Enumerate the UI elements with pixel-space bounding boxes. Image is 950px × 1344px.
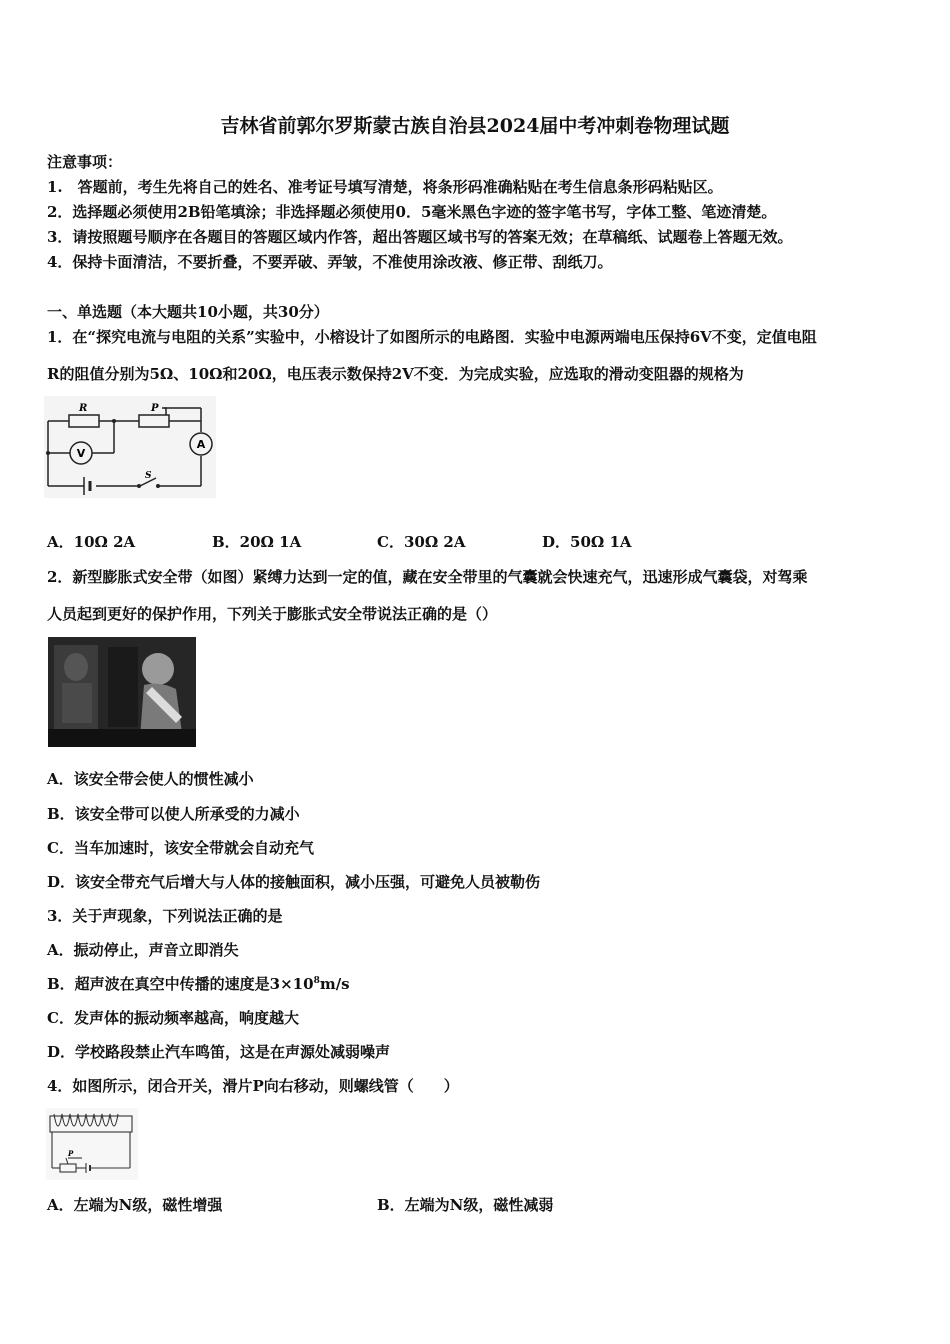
q4-stem: 4．如图所示，闭合开关，滑片P向右移动，则螺线管（ ） (47, 1077, 459, 1095)
q4-solenoid-diagram (46, 1108, 138, 1180)
q1-option-a: A．10Ω 2A (47, 533, 136, 551)
q3-option-b-exponent: 8 (313, 976, 320, 986)
q2-option-b: B．该安全带可以使人所承受的力减小 (47, 805, 300, 823)
q3-option-b-text: B．超声波在真空中传播的速度是3×10 (47, 975, 314, 993)
q1-stem-line1: 1．在“探究电流与电阻的关系”实验中，小榕设计了如图所示的电路图．实验中电源两端电压保持6V不变，定值电阻 (47, 328, 817, 346)
q2-option-c: C．当车加速时，该安全带就会自动充气 (47, 839, 314, 857)
q3-option-b (47, 975, 350, 993)
q2-stem-line2: 人员起到更好的保护作用，下列关于膨胀式安全带说法正确的是（） (47, 605, 498, 623)
q3-option-c: C．发声体的振动频率越高，响度越大 (47, 1009, 299, 1027)
q2-option-d: D．该安全带充气后增大与人体的接触面积，减小压强，可避免人员被勒伤 (47, 873, 541, 891)
page-title: 吉林省前郭尔罗斯蒙古族自治县2024届中考冲刺卷物理试题 (220, 115, 730, 137)
q2-stem-line1: 2．新型膨胀式安全带（如图）紧缚力达到一定的值，藏在安全带里的气囊就会快速充气，迅速形成气囊袋，对驾乘 (47, 568, 808, 586)
label-s: S (145, 471, 152, 481)
q1-option-c: C．30Ω 2A (377, 533, 466, 551)
q1-stem-line2: R的阻值分别为5Ω、10Ω和20Ω，电压表示数保持2V不变．为完成实验，应选取的滑动变阻器的规格为 (47, 365, 744, 383)
q3-option-b-unit: m/s (319, 975, 350, 993)
q3-option-d: D．学校路段禁止汽车鸣笛，这是在声源处减弱噪声 (47, 1043, 391, 1061)
label-r: R (79, 403, 88, 414)
q2-option-a: A．该安全带会使人的惯性减小 (47, 770, 254, 788)
notice-item: 4．保持卡面清洁，不要折叠，不要弄破、弄皱，不准使用涂改液、修正带、刮纸刀。 (47, 253, 613, 271)
q3-option-a: A．振动停止，声音立即消失 (47, 941, 239, 959)
section-heading: 一、单选题（本大题共10小题，共30分） (47, 303, 329, 321)
ammeter-label: A (196, 438, 206, 451)
voltmeter-label: V (76, 447, 86, 460)
q1-circuit-diagram (44, 396, 216, 498)
q1-option-b: B．20Ω 1A (212, 533, 302, 551)
notice-item: 3．请按照题号顺序在各题目的答题区域内作答，超出答题区域书写的答案无效；在草稿纸、试题卷上答题无效。 (47, 228, 793, 246)
label-p: P (68, 1149, 74, 1158)
q1-option-d: D．50Ω 1A (542, 533, 632, 551)
label-p: P (151, 403, 159, 414)
notice-item: 2．选择题必须使用2B铅笔填涂；非选择题必须使用0．5毫米黑色字迹的签字笔书写，字体工整、笔迹清楚。 (47, 203, 777, 221)
notice-heading: 注意事项： (47, 153, 123, 171)
q3-stem: 3．关于声现象，下列说法正确的是 (47, 907, 283, 925)
q4-option-b: B．左端为N级，磁性减弱 (377, 1196, 554, 1214)
q2-seatbelt-photo (48, 637, 196, 747)
q4-option-a: A．左端为N级，磁性增强 (47, 1196, 223, 1214)
notice-item: 1. 答题前，考生先将自己的姓名、准考证号填写清楚，将条形码准确粘贴在考生信息条形码粘贴区。 (47, 178, 723, 196)
